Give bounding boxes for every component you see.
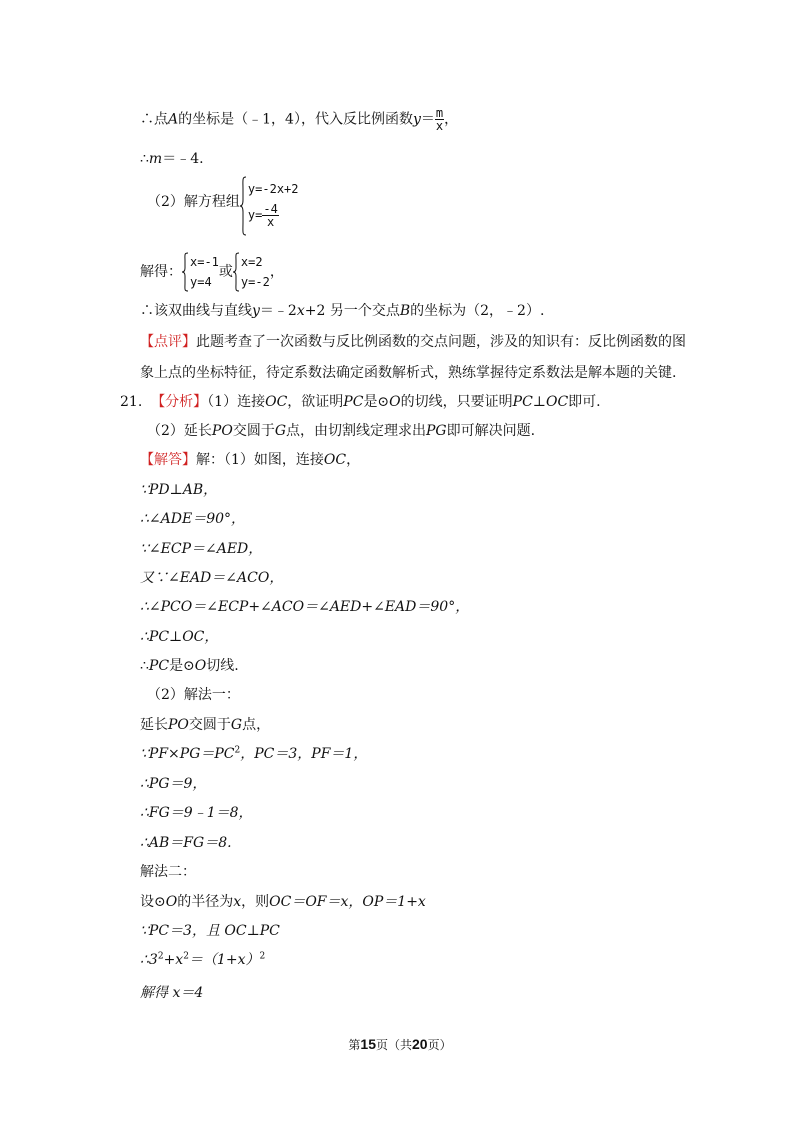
line-step: [140, 481, 217, 499]
text: 或: [218, 264, 233, 280]
var: OC: [323, 452, 347, 468]
text: ，欲证明: [287, 394, 344, 410]
line-analysis-part-2: [147, 422, 535, 440]
text: 点，由切割线定理求出: [286, 423, 427, 439]
line-intersection-b: [140, 302, 544, 320]
var: O: [194, 658, 207, 674]
text: 即可解决问题.: [446, 423, 536, 439]
text: 第: [348, 1038, 361, 1052]
equation-row-2: [248, 202, 299, 228]
text: ∴∠ADE＝90°，: [140, 511, 246, 527]
text: ，则: [241, 894, 270, 910]
line-step: [140, 540, 262, 558]
text: 又∵∠EAD＝∠ACO，: [140, 570, 284, 586]
answer-tag: 【解答】: [140, 452, 196, 468]
text: ，: [444, 111, 459, 128]
var: OC: [265, 394, 288, 410]
left-brace-icon: [182, 252, 189, 292]
solution-b: [233, 252, 270, 292]
text: ∵∠ECP＝∠AED，: [140, 541, 263, 557]
text: y=: [247, 208, 263, 222]
solution-row: x=2: [240, 255, 263, 269]
text: ∵PF×PG＝PC: [140, 746, 235, 762]
text: OC＝OF＝x，OP＝1+x: [269, 894, 426, 910]
line-point-a-coordinates: [140, 107, 458, 132]
superscript: 2: [234, 745, 241, 756]
text: ，: [346, 452, 361, 468]
comment-tag: 【点评】: [140, 334, 196, 350]
superscript: 2: [183, 951, 189, 962]
problem-number: 21.: [120, 394, 143, 410]
text: +2 另一个交点: [304, 303, 400, 319]
text: 页（共: [375, 1038, 412, 1052]
text: ∴FG＝9﹣1＝8，: [140, 805, 253, 821]
line-step: [140, 775, 206, 793]
var: PC: [343, 394, 364, 410]
var: G: [274, 423, 287, 439]
text: ∴点: [140, 111, 168, 128]
var: PO: [168, 717, 189, 733]
var-B: B: [399, 303, 411, 319]
line-tangent-conclusion: [140, 657, 239, 675]
text: ∴该双曲线与直线: [140, 303, 252, 319]
text: 交圆于: [232, 423, 275, 439]
line-step: [140, 628, 218, 646]
superscript: 2: [157, 951, 164, 962]
line-step: [140, 804, 253, 822]
text: ∴: [140, 151, 149, 167]
text: ⊥: [532, 394, 546, 410]
superscript: 2: [259, 951, 266, 962]
text: ∴PG＝9，: [140, 776, 207, 792]
line-answer-start: [140, 451, 360, 469]
text: ＝（1+x）: [188, 952, 260, 968]
var-m: m: [148, 151, 163, 167]
text: （2）解方程组: [147, 194, 240, 210]
text: ∴AB＝FG＝8.: [140, 835, 232, 851]
line-method-two: [140, 863, 196, 881]
var: O: [389, 394, 401, 410]
analysis-tag: 【分析】: [151, 394, 208, 410]
line-method-one: [147, 686, 240, 704]
text: ∵PD⊥AB，: [140, 482, 218, 498]
line-problem-21-analysis: [120, 393, 601, 411]
text: 交圆于: [188, 717, 231, 733]
line-extend-po: [140, 716, 270, 734]
fraction-m-over-x: $\frac{m}{x}$: [435, 106, 444, 133]
text: ∴3: [140, 952, 158, 968]
solution-a: [182, 252, 219, 292]
line-m-value: [140, 150, 204, 168]
text: 此题考查了一次函数与反比例函数的交点问题，涉及的知识有：反比例函数的图: [196, 334, 686, 350]
var-x: x: [296, 303, 305, 319]
line-secant-theorem: [140, 745, 367, 763]
text: 设⊙: [140, 894, 166, 910]
var: x: [233, 894, 242, 910]
line-step: [140, 569, 283, 587]
var-A: A: [168, 111, 179, 128]
var: G: [230, 717, 243, 733]
text: ，PC＝3，PF＝1，: [240, 746, 368, 762]
equation-system: [240, 176, 299, 228]
page-footer: [0, 1036, 800, 1053]
text: 切线.: [206, 658, 239, 674]
solution-row: y=4: [190, 275, 212, 289]
line-step: [140, 598, 469, 616]
line-equation-system: [147, 176, 299, 228]
line-step: [140, 834, 232, 852]
line-step: [140, 922, 280, 940]
text: ∴∠PCO＝∠ECP+∠ACO＝∠AED+∠EAD＝90°，: [140, 599, 470, 615]
text: 是⊙: [169, 658, 195, 674]
text: 是⊙: [363, 394, 390, 410]
text: 的坐标为（2，﹣2）.: [410, 303, 545, 319]
text: 解：（1）如图，连接: [196, 452, 324, 468]
var: OC: [545, 394, 569, 410]
text: 解得：: [140, 264, 182, 280]
page-number: 15: [360, 1036, 376, 1052]
text: ∴: [140, 658, 149, 674]
left-brace-icon: [233, 252, 240, 292]
text: ＝: [420, 111, 435, 128]
solution-row: y=-2: [240, 275, 270, 289]
equation-row-1: y=-2x+2: [247, 182, 299, 196]
solution-row: x=-1: [190, 255, 219, 269]
text: 解得 x＝4: [140, 985, 204, 1001]
var: PO: [211, 423, 233, 439]
left-brace-icon: [240, 176, 247, 236]
var: PC: [148, 658, 170, 674]
text: 即可.: [568, 394, 601, 410]
text: ＝﹣2: [259, 303, 297, 319]
text: ，: [269, 264, 284, 280]
text: 的半径为: [177, 894, 234, 910]
fraction-neg4-over-x: $\frac{-4}{x}$: [263, 202, 278, 229]
text: （2）解法一：: [147, 687, 240, 703]
text: 象上点的坐标特征，待定系数法确定函数解析式，熟练掌握待定系数法是解本题的关键.: [140, 365, 677, 381]
text: ∵PC＝3，且 OC⊥PC: [140, 923, 280, 939]
text: +x: [163, 952, 184, 968]
text: 页）: [427, 1038, 452, 1052]
var-y: y: [412, 111, 421, 128]
text: ＝﹣4.: [162, 151, 204, 167]
text: 解法二：: [140, 864, 196, 880]
text: 点，: [242, 717, 271, 733]
var-y: y: [252, 303, 260, 319]
line-result: [140, 984, 203, 1002]
total-pages: 20: [412, 1036, 428, 1052]
var: PC: [512, 394, 533, 410]
line-pythagoras: [140, 951, 265, 969]
line-comment-cont: [140, 364, 676, 382]
var: PG: [426, 423, 447, 439]
text: （1）连接: [207, 394, 266, 410]
line-radius: [140, 893, 426, 911]
text: ∴PC⊥OC，: [140, 629, 219, 645]
line-solutions: [140, 252, 284, 292]
text: 延长: [140, 717, 168, 733]
text: （2）延长: [147, 423, 212, 439]
var: O: [165, 894, 178, 910]
line-step: [140, 510, 245, 528]
text: 的坐标是（﹣1，4），代入反比例函数: [178, 111, 413, 128]
text: 的切线，只要证明: [400, 394, 513, 410]
line-comment: [140, 333, 686, 351]
